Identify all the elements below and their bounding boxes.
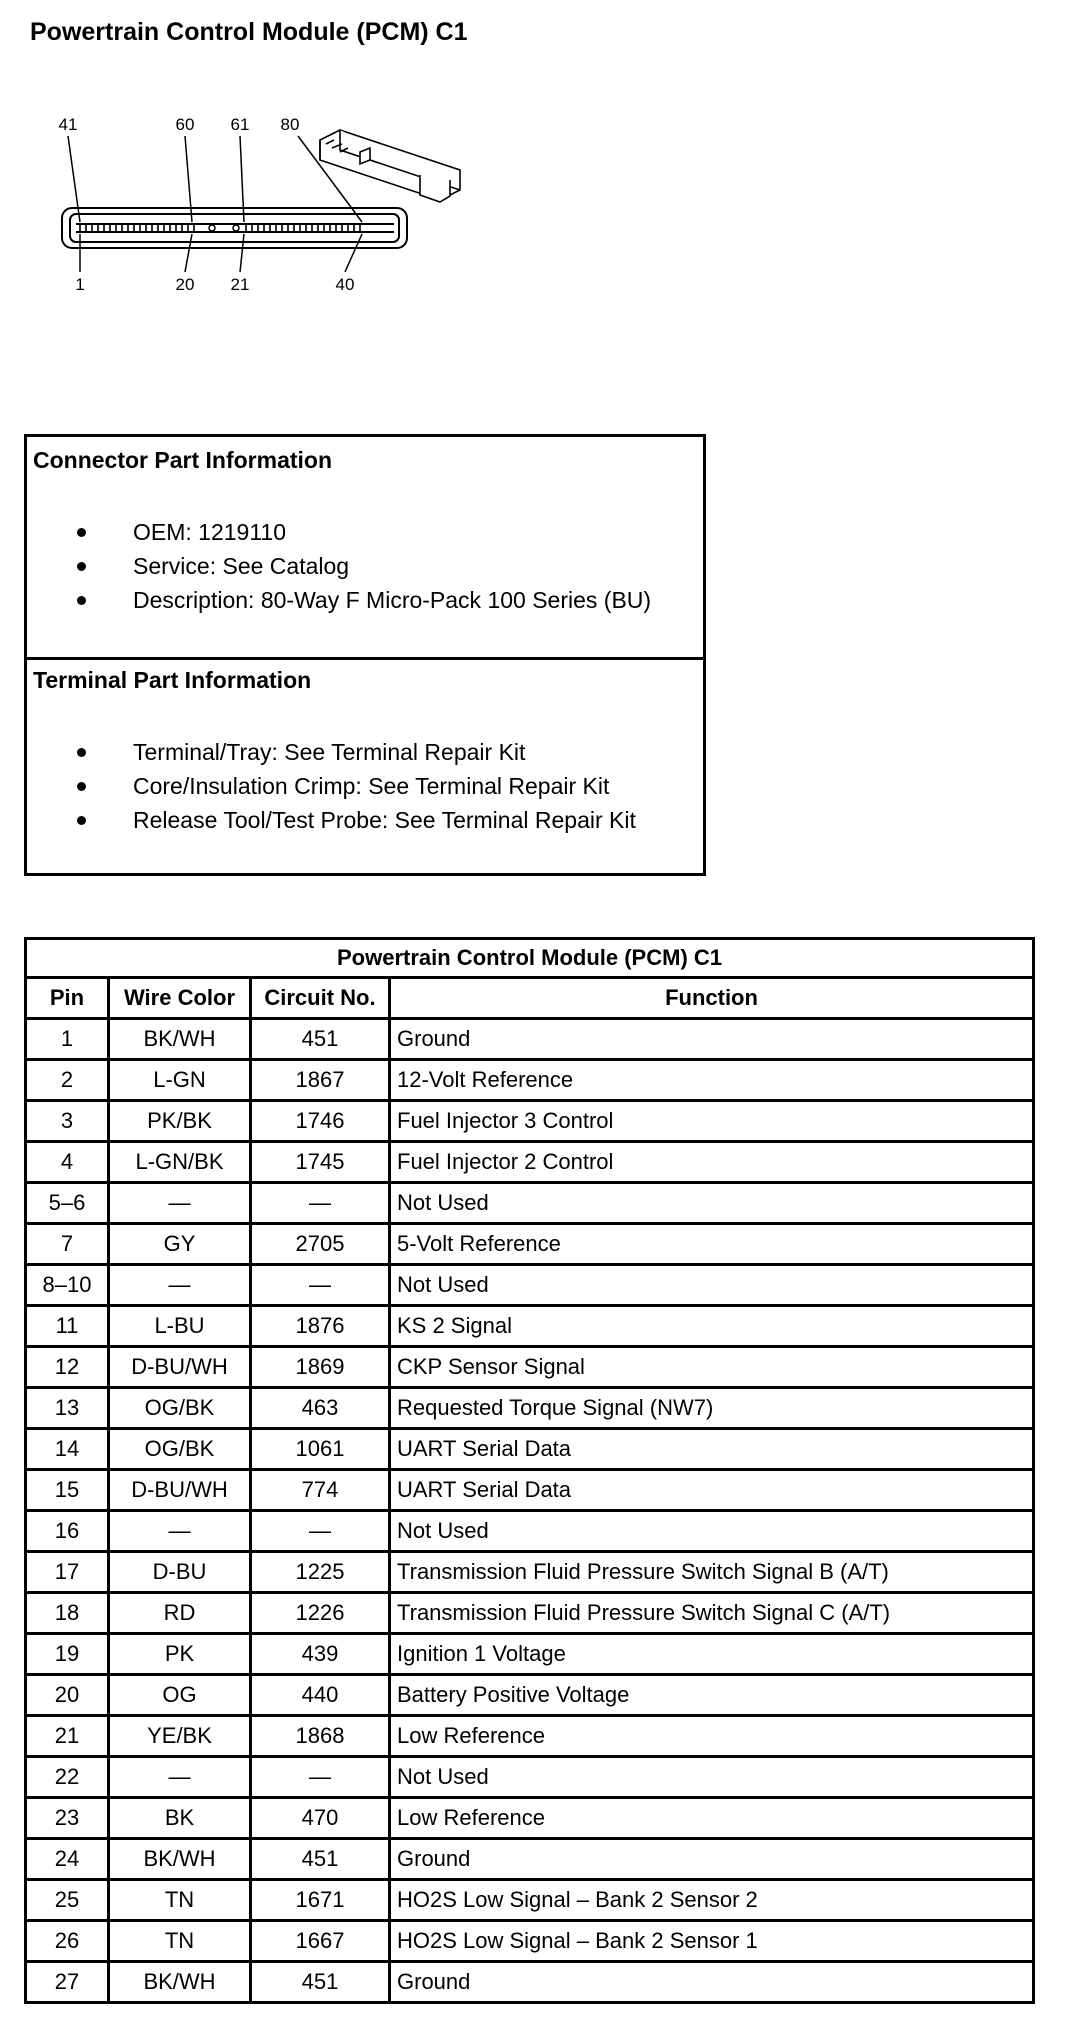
connector-info-item: Service: See Catalog	[133, 553, 350, 579]
pin-cell: 22	[26, 1757, 109, 1798]
terminal-info-item: Terminal/Tray: See Terminal Repair Kit	[133, 739, 526, 765]
pin-cell: 19	[26, 1634, 109, 1675]
circuit-cell: 1876	[251, 1306, 390, 1347]
circuit-cell: 1061	[251, 1429, 390, 1470]
pin-cell: 24	[26, 1839, 109, 1880]
terminal-part-info	[27, 657, 703, 873]
pin-cell: 27	[26, 1962, 109, 2003]
wire-color-cell: OG/BK	[109, 1429, 251, 1470]
wire-color-cell: D-BU	[109, 1552, 251, 1593]
function-cell: Not Used	[390, 1183, 1034, 1224]
table-row	[26, 1921, 1034, 1962]
function-cell: Ground	[390, 1962, 1034, 2003]
function-cell: Fuel Injector 2 Control	[390, 1142, 1034, 1183]
circuit-cell: 1746	[251, 1101, 390, 1142]
pin-label-bottom: 1	[75, 275, 85, 294]
circuit-cell: 1225	[251, 1552, 390, 1593]
pin-cell: 20	[26, 1675, 109, 1716]
function-cell: Not Used	[390, 1757, 1034, 1798]
circuit-cell: —	[251, 1265, 390, 1306]
wire-color-cell: RD	[109, 1593, 251, 1634]
table-row	[26, 1880, 1034, 1921]
circuit-cell: 1745	[251, 1142, 390, 1183]
pin-cell: 2	[26, 1060, 109, 1101]
pin-cell: 7	[26, 1224, 109, 1265]
function-cell: KS 2 Signal	[390, 1306, 1034, 1347]
wire-color-cell: —	[109, 1511, 251, 1552]
table-caption: Powertrain Control Module (PCM) C1	[26, 939, 1034, 978]
list-item	[77, 735, 636, 769]
bullet-icon	[77, 562, 86, 571]
function-cell: Low Reference	[390, 1716, 1034, 1757]
terminal-info-heading: Terminal Part Information	[33, 667, 312, 693]
pin-table	[24, 937, 1035, 2004]
table-row	[26, 1265, 1034, 1306]
function-cell: Transmission Fluid Pressure Switch Signal B (A/T)	[390, 1552, 1034, 1593]
pin-label-top: 61	[230, 115, 250, 134]
function-cell: Ground	[390, 1839, 1034, 1880]
function-cell: Low Reference	[390, 1798, 1034, 1839]
bullet-icon	[77, 596, 86, 605]
connector-info-item: Description: 80-Way F Micro-Pack 100 Series (BU)	[133, 587, 652, 613]
circuit-cell: —	[251, 1511, 390, 1552]
circuit-cell: 1226	[251, 1593, 390, 1634]
circuit-cell: 451	[251, 1019, 390, 1060]
column-header-pin: Pin	[26, 978, 109, 1019]
pin-label-bottom: 21	[230, 275, 250, 294]
table-row	[26, 1183, 1034, 1224]
circuit-cell: —	[251, 1183, 390, 1224]
wire-color-cell: OG	[109, 1675, 251, 1716]
connector-info-item: OEM: 1219110	[133, 519, 287, 545]
pin-cell: 23	[26, 1798, 109, 1839]
pin-label-top: 80	[280, 115, 300, 134]
table-header-row	[26, 978, 1034, 1019]
wire-color-cell: D-BU/WH	[109, 1470, 251, 1511]
wire-color-cell: TN	[109, 1880, 251, 1921]
bullet-icon	[77, 782, 86, 791]
table-row	[26, 1306, 1034, 1347]
bullet-icon	[77, 528, 86, 537]
table-row	[26, 1388, 1034, 1429]
table-row	[26, 1019, 1034, 1060]
pin-cell: 8–10	[26, 1265, 109, 1306]
wire-color-cell: BK/WH	[109, 1839, 251, 1880]
pin-cell: 17	[26, 1552, 109, 1593]
function-cell: Transmission Fluid Pressure Switch Signal C (A/T)	[390, 1593, 1034, 1634]
connector-info-heading: Connector Part Information	[33, 447, 333, 473]
pin-label-bottom: 40	[335, 275, 355, 294]
pin-cell: 1	[26, 1019, 109, 1060]
function-cell: Requested Torque Signal (NW7)	[390, 1388, 1034, 1429]
function-cell: Fuel Injector 3 Control	[390, 1101, 1034, 1142]
connector-diagram	[40, 100, 480, 300]
pin-cell: 3	[26, 1101, 109, 1142]
list-item	[77, 515, 651, 549]
circuit-cell: 1671	[251, 1880, 390, 1921]
pin-cell: 11	[26, 1306, 109, 1347]
circuit-cell: —	[251, 1757, 390, 1798]
table-row	[26, 1798, 1034, 1839]
circuit-cell: 1869	[251, 1347, 390, 1388]
function-cell: Ignition 1 Voltage	[390, 1634, 1034, 1675]
function-cell: HO2S Low Signal – Bank 2 Sensor 1	[390, 1921, 1034, 1962]
function-cell: 12-Volt Reference	[390, 1060, 1034, 1101]
wire-color-cell: L-BU	[109, 1306, 251, 1347]
pin-label-top: 60	[175, 115, 195, 134]
circuit-cell: 1667	[251, 1921, 390, 1962]
bullet-icon	[77, 816, 86, 825]
bullet-icon	[77, 748, 86, 757]
pin-cell: 12	[26, 1347, 109, 1388]
table-row	[26, 1347, 1034, 1388]
circuit-cell: 440	[251, 1675, 390, 1716]
terminal-info-item: Core/Insulation Crimp: See Terminal Repair Kit	[133, 773, 610, 799]
table-row	[26, 1224, 1034, 1265]
table-row	[26, 1962, 1034, 2003]
circuit-cell: 470	[251, 1798, 390, 1839]
pin-cell: 25	[26, 1880, 109, 1921]
function-cell: UART Serial Data	[390, 1429, 1034, 1470]
circuit-cell: 463	[251, 1388, 390, 1429]
connector-3d-view	[320, 130, 460, 202]
circuit-cell: 451	[251, 1962, 390, 2003]
wire-color-cell: —	[109, 1183, 251, 1224]
table-row	[26, 1101, 1034, 1142]
circuit-cell: 1867	[251, 1060, 390, 1101]
column-header-wire-color: Wire Color	[109, 978, 251, 1019]
circuit-cell: 774	[251, 1470, 390, 1511]
table-row	[26, 1716, 1034, 1757]
part-info-box	[24, 434, 706, 876]
list-item	[77, 549, 651, 583]
wire-color-cell: PK/BK	[109, 1101, 251, 1142]
column-header-function: Function	[390, 978, 1034, 1019]
function-cell: Battery Positive Voltage	[390, 1675, 1034, 1716]
table-row	[26, 1060, 1034, 1101]
table-row	[26, 1839, 1034, 1880]
wire-color-cell: YE/BK	[109, 1716, 251, 1757]
wire-color-cell: —	[109, 1265, 251, 1306]
table-row	[26, 1634, 1034, 1675]
connector-part-info	[27, 437, 703, 660]
pin-cell: 21	[26, 1716, 109, 1757]
table-row	[26, 1470, 1034, 1511]
wire-color-cell: TN	[109, 1921, 251, 1962]
pin-cell: 26	[26, 1921, 109, 1962]
wire-color-cell: BK/WH	[109, 1962, 251, 2003]
wire-color-cell: BK/WH	[109, 1019, 251, 1060]
list-item	[77, 583, 651, 617]
terminal-info-item: Release Tool/Test Probe: See Terminal Repair Kit	[133, 807, 636, 833]
wire-color-cell: GY	[109, 1224, 251, 1265]
circuit-cell: 439	[251, 1634, 390, 1675]
table-row	[26, 1675, 1034, 1716]
table-row	[26, 1429, 1034, 1470]
table-row	[26, 1552, 1034, 1593]
column-header-circuit: Circuit No.	[251, 978, 390, 1019]
circuit-cell: 1868	[251, 1716, 390, 1757]
pin-label-bottom: 20	[175, 275, 195, 294]
circuit-cell: 2705	[251, 1224, 390, 1265]
wire-color-cell: L-GN/BK	[109, 1142, 251, 1183]
function-cell: 5-Volt Reference	[390, 1224, 1034, 1265]
pin-cell: 18	[26, 1593, 109, 1634]
pin-cell: 16	[26, 1511, 109, 1552]
function-cell: Ground	[390, 1019, 1034, 1060]
table-row	[26, 1511, 1034, 1552]
wire-color-cell: —	[109, 1757, 251, 1798]
list-item	[77, 803, 636, 837]
wire-color-cell: OG/BK	[109, 1388, 251, 1429]
wire-color-cell: L-GN	[109, 1060, 251, 1101]
pin-table-body	[26, 1019, 1034, 2003]
table-row	[26, 1142, 1034, 1183]
leader-lines	[68, 136, 362, 272]
pin-cell: 4	[26, 1142, 109, 1183]
pin-cavities	[80, 224, 360, 232]
circuit-cell: 451	[251, 1839, 390, 1880]
pin-cell: 13	[26, 1388, 109, 1429]
pin-cell: 14	[26, 1429, 109, 1470]
pin-cell: 15	[26, 1470, 109, 1511]
function-cell: UART Serial Data	[390, 1470, 1034, 1511]
pin-label-top: 41	[58, 115, 78, 134]
wire-color-cell: BK	[109, 1798, 251, 1839]
table-row	[26, 1593, 1034, 1634]
wire-color-cell: D-BU/WH	[109, 1347, 251, 1388]
table-row	[26, 1757, 1034, 1798]
list-item	[77, 769, 636, 803]
function-cell: HO2S Low Signal – Bank 2 Sensor 2	[390, 1880, 1034, 1921]
wire-color-cell: PK	[109, 1634, 251, 1675]
function-cell: CKP Sensor Signal	[390, 1347, 1034, 1388]
function-cell: Not Used	[390, 1511, 1034, 1552]
pin-cell: 5–6	[26, 1183, 109, 1224]
function-cell: Not Used	[390, 1265, 1034, 1306]
page-title: Powertrain Control Module (PCM) C1	[30, 18, 468, 46]
